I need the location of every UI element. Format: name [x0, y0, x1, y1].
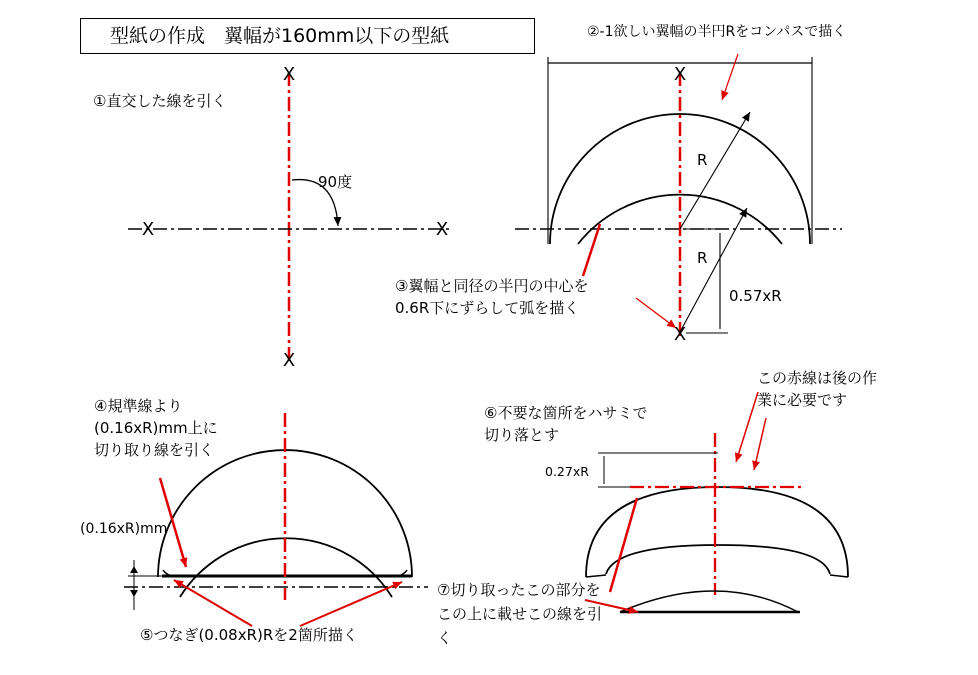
- step-3-line-1: ③翼幅と同径の半円の中心を: [395, 277, 589, 295]
- template-outer-edge: [586, 487, 848, 577]
- cut-offset-arrow-bottom: [130, 590, 138, 597]
- offset-label: 0.57xR: [729, 287, 782, 305]
- x-marker-right-1: X: [435, 219, 449, 240]
- page-title: 型紙の作成 翼幅が160mm以下の型紙: [110, 25, 450, 47]
- radius-label-lower: R: [697, 249, 708, 267]
- arrow-to-red-line-2: [754, 418, 766, 470]
- step-4-line-3: 切り取り線を引く: [94, 441, 215, 459]
- step-7-line-2: この上に載せこの線を引: [437, 605, 603, 623]
- template-end-left: [586, 575, 606, 577]
- step-1-label: ①直交した線を引く: [93, 92, 227, 110]
- step-2-label: ②-1欲しい翼幅の半円Rをコンパスで描く: [587, 24, 847, 40]
- arrow-to-center: [636, 298, 676, 328]
- angle-label: 90度: [318, 173, 353, 191]
- step-7-line-1: ⑦切り取ったこの部分を: [437, 581, 601, 599]
- arrow-to-red-line-1: [736, 392, 758, 462]
- template-inner-edge: [606, 545, 830, 574]
- arrow-to-semicircle: [722, 54, 738, 100]
- red-line-note-2: 業に必要です: [757, 391, 848, 409]
- panel-4-trimmed-template: [585, 392, 848, 612]
- step-6-line-2: 切り落とす: [484, 426, 560, 444]
- arrow-to-fillet-right: [300, 582, 402, 626]
- step-5-label: ⑤つなぎ(0.08xR)Rを2箇所描く: [140, 626, 358, 644]
- step-4-line-2: (0.16xR)mm上に: [94, 419, 218, 437]
- step-6-line-1: ⑥不要な箇所をハサミで: [484, 404, 648, 422]
- x-marker-top-2: X: [673, 64, 687, 85]
- radius-arrow-upper: [680, 112, 750, 229]
- step-7-line-3: く: [437, 629, 453, 647]
- cut-offset-label: (0.16xR)mm: [80, 521, 168, 537]
- red-line-note-1: この赤線は後の作: [757, 369, 878, 387]
- template-end-right: [830, 575, 848, 577]
- radius-arrow-lower: [680, 208, 747, 332]
- cut-off-piece: [620, 591, 798, 612]
- arrow-to-inner-arc: [583, 224, 600, 276]
- x-marker-top-1: X: [282, 64, 296, 85]
- step-4-line-1: ④規準線より: [94, 397, 183, 415]
- radius-label-upper: R: [697, 151, 708, 169]
- cut-offset-arrow-top: [130, 566, 138, 573]
- x-marker-bottom-1: X: [282, 350, 296, 371]
- x-marker-center-2: X: [673, 324, 687, 345]
- x-marker-left-1: X: [141, 219, 155, 240]
- step-3-line-2: 0.6R下にずらして弧を描く: [395, 299, 580, 317]
- trim-dimension-label: 0.27xR: [545, 464, 589, 479]
